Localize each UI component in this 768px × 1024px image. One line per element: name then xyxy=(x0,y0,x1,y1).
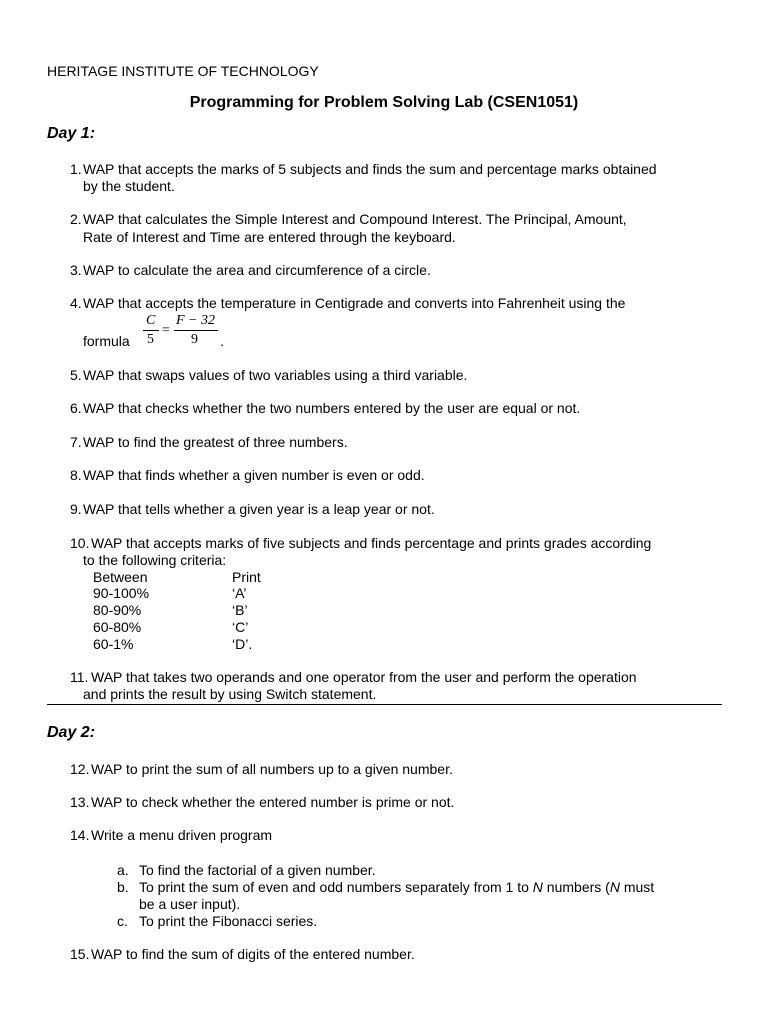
question-text: WAP that checks whether the two numbers entered by the user are equal or not. xyxy=(83,400,581,416)
question-text: Write a menu driven program xyxy=(91,827,273,843)
question-text: WAP that accepts the temperature in Centigrade and converts into Fahrenheit using the xyxy=(83,295,626,311)
question-text: Rate of Interest and Time are entered through the keyboard. xyxy=(83,229,456,245)
option-label: a. xyxy=(117,862,129,878)
question-number: 10. xyxy=(70,535,90,551)
option-text: be a user input). xyxy=(139,896,241,912)
grade-range: 90-100% xyxy=(93,585,150,601)
question-text: WAP to calculate the area and circumference of a circle. xyxy=(83,262,431,278)
grade-print: ‘B’ xyxy=(232,602,248,618)
question-number: 3. xyxy=(70,262,82,278)
fraction-bar xyxy=(143,330,159,331)
question-number: 9. xyxy=(70,501,82,517)
section-divider xyxy=(47,704,722,705)
grade-range: 60-80% xyxy=(93,619,142,635)
grade-range: 80-90% xyxy=(93,602,142,618)
question-number: 13. xyxy=(70,794,90,810)
grade-print: ‘D’. xyxy=(232,636,253,652)
formula-right-numerator: F − 32 xyxy=(176,313,215,328)
day2-heading: Day 2: xyxy=(47,724,96,741)
option-label: c. xyxy=(117,913,128,929)
grade-range: Between xyxy=(93,569,148,585)
question-text: by the student. xyxy=(83,178,175,194)
question-text: and prints the result by using Switch statement. xyxy=(83,686,377,702)
question-number: 2. xyxy=(70,211,82,227)
question-text: WAP that tells whether a given year is a leap year or not. xyxy=(83,501,435,517)
question-number: 12. xyxy=(70,761,90,777)
option-text: To print the sum of even and odd numbers separately from 1 to N numbers (N must xyxy=(139,879,655,895)
option-label: b. xyxy=(117,879,129,895)
question-text: WAP that takes two operands and one operator from the user and perform the operation xyxy=(91,669,637,685)
question-text: formula xyxy=(83,333,130,349)
grade-print: ‘A’ xyxy=(232,585,247,601)
option-text: To print the Fibonacci series. xyxy=(139,913,318,929)
question-number: 5. xyxy=(70,367,82,383)
formula-left-denominator: 5 xyxy=(147,332,154,347)
question-number: 7. xyxy=(70,434,82,450)
formula-equals: = xyxy=(162,323,170,338)
question-text: WAP that calculates the Simple Interest and Compound Interest. The Principal, Amount, xyxy=(83,211,627,227)
question-text: WAP that accepts the marks of 5 subjects and finds the sum and percentage marks obtained xyxy=(83,161,657,177)
option-text: To find the factorial of a given number. xyxy=(139,862,376,878)
question-text: WAP to find the greatest of three numbers. xyxy=(83,434,348,450)
question-text: WAP that finds whether a given number is even or odd. xyxy=(83,467,425,483)
question-number: 15. xyxy=(70,946,90,962)
day1-heading: Day 1: xyxy=(47,125,96,142)
question-number: 14. xyxy=(70,827,90,843)
question-text: WAP to print the sum of all numbers up to a given number. xyxy=(91,761,453,777)
question-text: WAP to check whether the entered number is prime or not. xyxy=(91,794,455,810)
grade-range: 60-1% xyxy=(93,636,134,652)
fraction-bar xyxy=(174,330,218,331)
question-number: 4. xyxy=(70,295,82,311)
formula-right-denominator: 9 xyxy=(191,332,198,347)
question-text: to the following criteria: xyxy=(83,552,227,568)
page-title: Programming for Problem Solving Lab (CSEN1051) xyxy=(189,94,579,111)
question-text: WAP that accepts marks of five subjects and finds percentage and prints grades according xyxy=(91,535,652,551)
grade-print: Print xyxy=(232,569,261,585)
formula-left-numerator: C xyxy=(146,313,156,328)
question-number: 1. xyxy=(70,161,82,177)
question-number: 6. xyxy=(70,400,82,416)
question-text: WAP to find the sum of digits of the entered number. xyxy=(91,946,415,962)
institute-name: HERITAGE INSTITUTE OF TECHNOLOGY xyxy=(47,63,319,79)
question-number: 8. xyxy=(70,467,82,483)
question-number: 11. xyxy=(70,669,89,685)
question-text: WAP that swaps values of two variables using a third variable. xyxy=(83,367,468,383)
grade-print: ‘C’ xyxy=(232,619,249,635)
formula-period: . xyxy=(220,333,224,349)
